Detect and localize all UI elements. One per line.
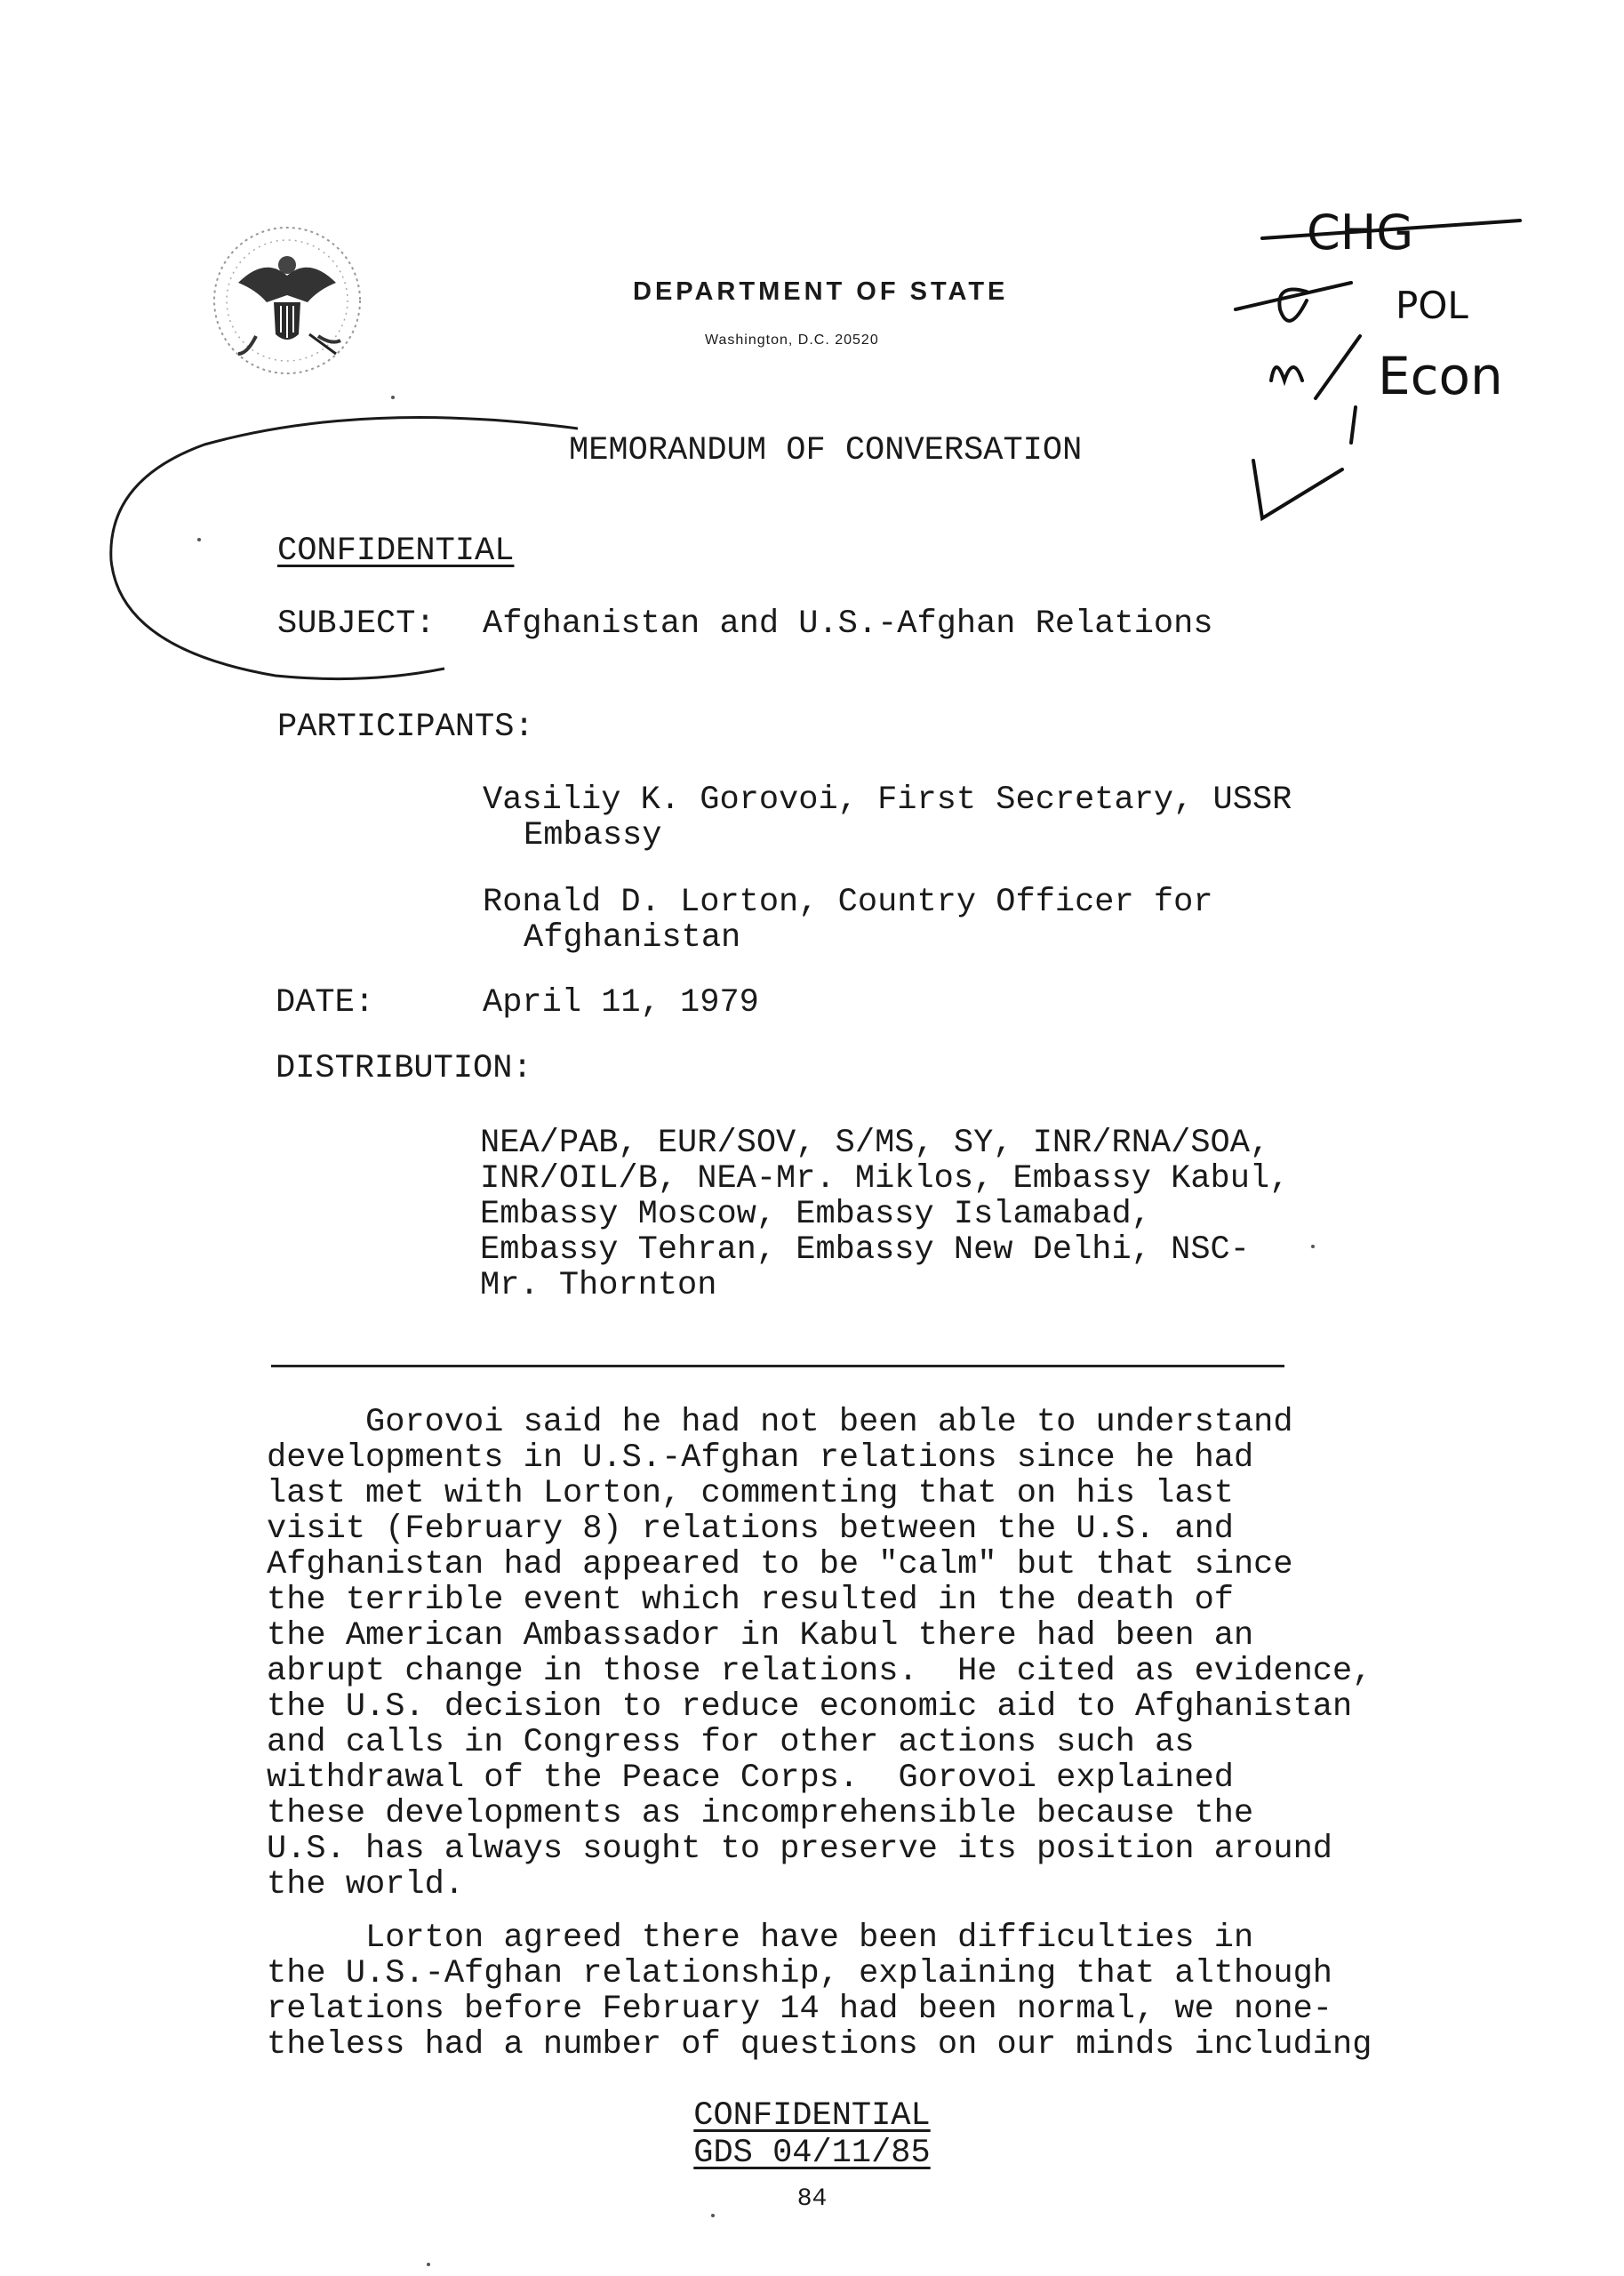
body-line: and calls in Congress for other actions such as — [267, 1724, 1195, 1761]
distribution-list — [480, 1126, 1289, 1303]
subject-label: SUBJECT: — [277, 605, 436, 643]
date-label: DATE: — [276, 984, 375, 1022]
participant-name-line: Vasiliy K. Gorovoi, First Secretary, USSR — [483, 781, 1292, 819]
scan-speck — [711, 2214, 715, 2217]
scan-speck — [197, 538, 201, 541]
annotation-econ: Econ — [1378, 346, 1503, 406]
participant-continuation-line: Embassy — [524, 817, 662, 854]
body-paragraph — [267, 1405, 1476, 1903]
body-line: U.S. has always sought to preserve its position around — [267, 1831, 1332, 1868]
date-value: April 11, 1979 — [483, 984, 759, 1022]
department-title: DEPARTMENT OF STATE — [633, 277, 1009, 306]
body-line: the terrible event which resulted in the death of — [267, 1582, 1234, 1619]
body-line: Gorovoi said he had not been able to understand — [267, 1404, 1293, 1441]
page-footer — [0, 2098, 1624, 2217]
body-line: developments in U.S.-Afghan relations since he had — [267, 1439, 1254, 1477]
department-address: Washington, D.C. 20520 — [705, 333, 879, 348]
body-line: the U.S.-Afghan relationship, explaining that although — [267, 1955, 1332, 1992]
handwritten-annotations — [1218, 203, 1538, 541]
scan-speck — [1311, 1245, 1315, 1248]
body-line: Lorton agreed there have been difficulties in — [267, 1919, 1254, 1957]
memo-title: MEMORANDUM OF CONVERSATION — [569, 432, 1083, 469]
distribution-line: Embassy Moscow, Embassy Islamabad, — [480, 1196, 1151, 1233]
annotation-chg: CHG — [1307, 204, 1414, 260]
state-department-seal-icon — [203, 220, 372, 381]
annotation-pol: POL — [1396, 284, 1468, 327]
participant-name-line: Ronald D. Lorton, Country Officer for — [483, 884, 1213, 921]
body-line: theless had a number of questions on our minds including — [267, 2026, 1372, 2064]
classification-header: CONFIDENTIAL — [277, 533, 515, 570]
distribution-line: Mr. Thornton — [480, 1267, 717, 1304]
body-line: visit (February 8) relations between the U.S. and — [267, 1511, 1234, 1548]
participant-entry — [483, 782, 1292, 854]
body-line: abrupt change in those relations. He cited as evidence, — [267, 1653, 1372, 1690]
distribution-line: INR/OIL/B, NEA-Mr. Miklos, Embassy Kabul, — [480, 1160, 1290, 1198]
body-line: the American Ambassador in Kabul there had been an — [267, 1617, 1254, 1655]
body-line: last met with Lorton, commenting that on his last — [267, 1475, 1234, 1512]
body-line: these developments as incomprehensible because the — [267, 1795, 1254, 1832]
participants-label: PARTICIPANTS: — [277, 709, 534, 746]
body-line: relations before February 14 had been normal, we none- — [267, 1991, 1332, 2028]
body-line: Afghanistan had appeared to be "calm" but that since — [267, 1546, 1293, 1583]
scan-speck — [427, 2263, 430, 2266]
distribution-label: DISTRIBUTION: — [276, 1050, 532, 1087]
participant-continuation-line: Afghanistan — [524, 919, 741, 957]
distribution-line: NEA/PAB, EUR/SOV, S/MS, SY, INR/RNA/SOA, — [480, 1125, 1270, 1162]
subject-value: Afghanistan and U.S.-Afghan Relations — [483, 605, 1213, 643]
body-line: the U.S. decision to reduce economic aid to Afghanistan — [267, 1688, 1353, 1726]
footer-classification: CONFIDENTIAL — [693, 2097, 931, 2135]
body-paragraph — [267, 1920, 1476, 2063]
body-line: the world. — [267, 1866, 465, 1903]
distribution-line: Embassy Tehran, Embassy New Delhi, NSC- — [480, 1231, 1250, 1269]
section-divider — [271, 1365, 1284, 1367]
footer-declassification: GDS 04/11/85 — [693, 2135, 931, 2172]
body-line: withdrawal of the Peace Corps. Gorovoi explained — [267, 1759, 1234, 1797]
scan-speck — [391, 396, 395, 399]
page-number: 84 — [796, 2185, 828, 2213]
participant-entry — [483, 885, 1213, 956]
